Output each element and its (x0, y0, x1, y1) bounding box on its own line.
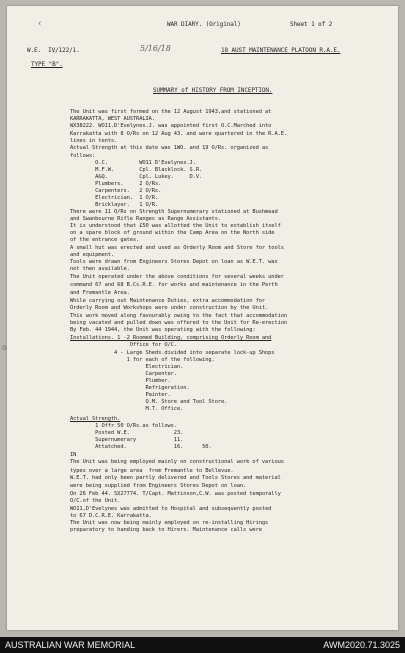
diary-line: Karrakatta with 8 O/Rs on 12 Aug 43. and were quartered in the R.A.E. (70, 131, 288, 137)
diary-line: The Unit operated under the above conditions for several weeks under (70, 274, 284, 280)
diary-line: of the entrance gates. (70, 237, 140, 243)
archive-name: AUSTRALIAN WAR MEMORIAL (5, 640, 136, 650)
summary-title: SUMMARY of HISTORY FROM INCEPTION. (153, 87, 273, 94)
diary-line: on a spare block of ground within the Camp Area on the North side (70, 230, 275, 236)
diary-line: Attatched. 16. 50. (70, 444, 212, 450)
diary-line: Q.M. Store and Tool Store. (70, 399, 228, 405)
diary-line: preparatory to handing back to Hirers. Maintenance calls were (70, 527, 262, 533)
diary-line: types over a large area from Fremantle to Bellevue. (70, 468, 234, 474)
diary-line: WX38222. WO11.D'Evelynes.J. was appointed first O.C.Marched into (70, 123, 272, 129)
unit-code: W.E. IV/122/1. (27, 47, 80, 54)
diary-line: W.E.T. had only been partly delivered and Tools Stores and material (70, 475, 281, 481)
diary-line: to 67 D.C.R.E. Karrakatta. (70, 513, 152, 519)
diary-line: By Feb. 44 1944, the Unit was operating with the following: (70, 327, 256, 333)
diary-line: and Fremantle Area. (70, 290, 130, 296)
diary-line: There were 11 O/Rs on Strength Supernumerary stationed at Bushmead (70, 209, 278, 215)
diary-line: O/C.of the Unit. (70, 498, 121, 504)
diary-line: 4 - Large Sheds.divided into separate lock-up Shops (70, 350, 275, 356)
diary-line: This work moved along favourably owing to the fact that accommodation (70, 313, 288, 319)
diary-line: Orderly Room and Workshops were under construction by the Unit. (70, 305, 269, 311)
diary-line: not then available. (70, 266, 130, 272)
diary-line: Tools were drawn from Engineers Stores Depot on loan as W.E.T. was (70, 259, 278, 265)
diary-title: WAR DIARY. (Original) (167, 21, 241, 28)
diary-line: IN (70, 452, 77, 458)
diary-line: and Swanbourne Rifle Ranges as Range Assistants. (70, 216, 221, 222)
diary-line: Plumbers. 2 O/Rs. (70, 181, 162, 187)
diary-line: Installations. 1 -2 Roomed Building, comprising Orderly Room and (70, 335, 272, 341)
diary-line: Bricklayer. 1 O/R. (70, 202, 159, 208)
diary-line: being vacated and pulled down was offered to the Unit for Re-erection (70, 320, 288, 326)
archive-footer (0, 637, 405, 653)
diary-line: Plumber. (70, 378, 171, 384)
diary-line: Actual Strength. (70, 416, 121, 422)
diary-line: and equipment. (70, 252, 115, 258)
diary-line: The Unit was first formed on the 12 August 1943,and stationed at (70, 109, 272, 115)
diary-line: Posted W.E. 23. (70, 430, 184, 436)
diary-line: A&Q. Cpl. Lukey. D.V. (70, 174, 203, 180)
type-label: TYPE "B". (31, 61, 63, 68)
diary-line: Actual Strength at this date was 1WO. and 19 O/Rs. organized as (70, 145, 269, 151)
diary-line: M.F.W. Cpl. Blacklock. S.R. (70, 167, 203, 173)
diary-line: 1 Offr 50 O/Rs.as follows. (70, 423, 177, 429)
sheet-number: Sheet 1 of 2 (290, 21, 333, 28)
diary-line: O.C. WO11 D'Evelynes.J. (70, 160, 196, 166)
diary-line: Office for O/C. (70, 342, 177, 348)
diary-line: Refrigeration. (70, 385, 190, 391)
diary-line: 1 for each of the following. (70, 357, 215, 363)
diary-line: While carrying out Maintenance Duties, extra accommodation for (70, 298, 266, 304)
diary-line: command 67 and 68 B.Cs.R.E. for works and maintenance in the Perth (70, 282, 278, 288)
corner-mark: ‹ (38, 19, 42, 29)
diary-line: follows: (70, 153, 96, 159)
diary-line: The Unit was now being mainly employed on re-installing Hirings (70, 520, 269, 526)
diary-line: Carpenter. (70, 371, 177, 377)
diary-line: Painter. (70, 392, 171, 398)
diary-line: lines in tents. (70, 138, 118, 144)
diary-line: WO11,D'Evelynes was admitted to Hospital and subsequently posted (70, 506, 272, 512)
diary-line: The Unit was being employed mainly on constructional work of various (70, 459, 284, 465)
handwritten-reference: 5/16/18 (140, 44, 171, 53)
unit-name: 18 AUST MAINTENANCE PLATOON R.A.E. (221, 47, 341, 54)
diary-line: It is understood that £50 was allotted the Unit to establish itself (70, 223, 281, 229)
diary-line: Supernumerary 11. (70, 437, 184, 443)
diary-line: Carpenters. 2 O/Rs. (70, 188, 162, 194)
document-sheet (7, 6, 398, 630)
punch-mark: o (2, 343, 7, 352)
diary-line: M.T. Office. (70, 406, 184, 412)
diary-line: Electrician. 1 O/R. (70, 195, 159, 201)
diary-line: KARRAKATTA, WEST AUSTRALIA. (70, 116, 155, 122)
diary-line: On 26 Feb 44. SX27774. T/Capt. Mattinson,C.W. was posted temporally (70, 491, 281, 497)
diary-line: were being supplied from Engineers Stores Depot on loan. (70, 483, 247, 489)
diary-line: Electrician. (70, 364, 184, 370)
diary-line: A small hut was erected and used as Orderly Room and Store for tools (70, 245, 284, 251)
archive-reference: AWM2020.71.3025 (323, 640, 400, 650)
